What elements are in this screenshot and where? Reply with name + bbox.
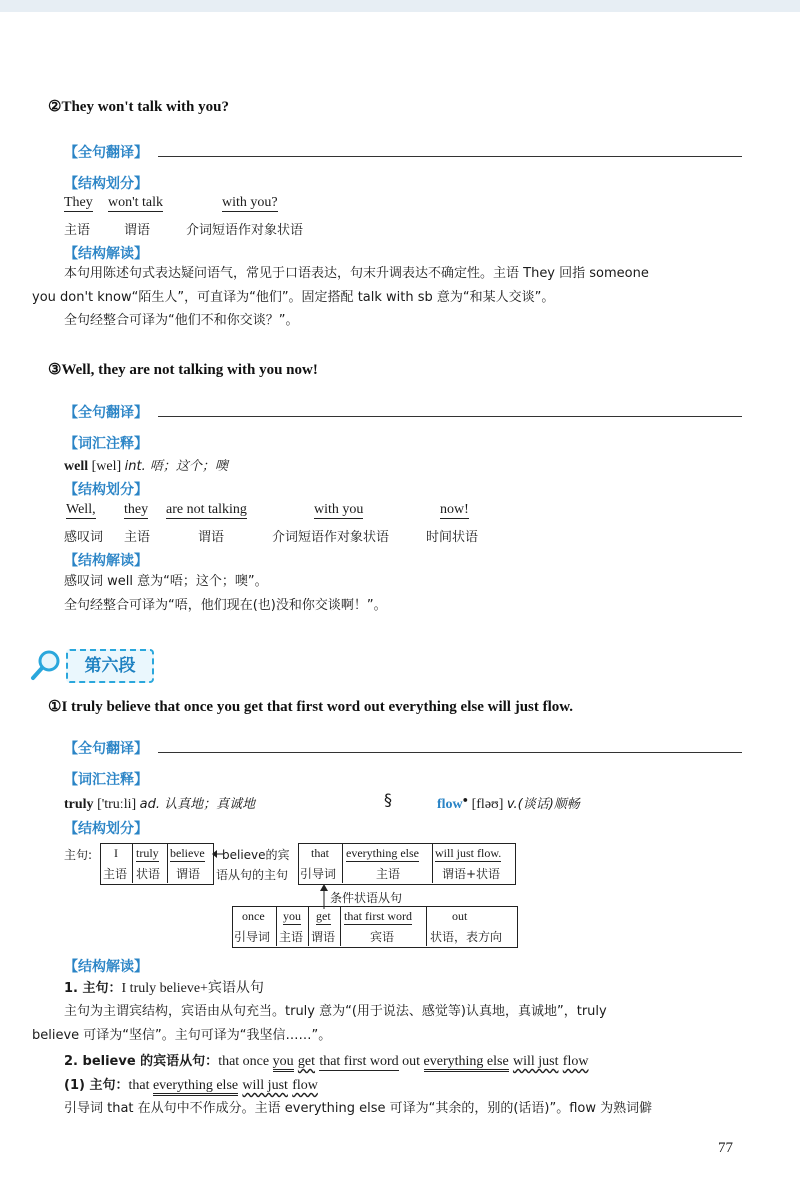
analysis-text: believe 可译为“坚信”。主句可译为“我坚信……”。: [32, 1028, 332, 1043]
main-clause-label: 主句:: [64, 848, 93, 862]
full-translation-label: 【全句翻译】: [64, 404, 148, 420]
divider: [167, 843, 168, 883]
structure-division-label: 【结构划分】: [64, 820, 148, 836]
divider: [132, 843, 133, 883]
div-role: 介词短语作对象状语: [186, 223, 304, 238]
diag-role: 主语: [279, 930, 304, 944]
badge-icon: ●: [462, 794, 469, 805]
divider: [342, 843, 343, 883]
div-word: with you: [314, 502, 364, 517]
div-role: 主语: [64, 223, 91, 238]
div-word: won't talk: [108, 195, 164, 210]
divider: [426, 906, 427, 946]
div-role: 时间状语: [426, 530, 479, 545]
div-word: they: [124, 502, 149, 517]
div-role: 谓语: [198, 530, 225, 545]
diag-word: I: [114, 846, 118, 860]
diag-word: will just flow.: [435, 846, 502, 860]
divider: [308, 906, 309, 946]
analysis-heading-1: 1. 主句：I truly believe+宾语从句: [64, 981, 264, 996]
diag-word: truly: [136, 846, 159, 860]
diag-role: 宾语: [370, 930, 395, 944]
analysis-text: 全句经整合可译为“唔，他们现在(也)没和你交谈啊！”。: [64, 598, 387, 613]
obj-label: believe的宾: [222, 848, 290, 862]
structure-analysis-label: 【结构解读】: [64, 245, 148, 261]
diag-role: 状语: [136, 867, 161, 881]
sentence-2: ②They won't talk with you?: [48, 99, 229, 115]
sentence-3: ③Well, they are not talking with you now!: [48, 362, 318, 378]
diag-role: 引导词: [234, 930, 271, 944]
diag-word: everything else: [346, 846, 419, 860]
analysis-text: 主句为主谓宾结构，宾语由从句充当。truly 意为“(用于说法、感觉等)认真地，真诚地”，truly: [64, 1004, 607, 1019]
analysis-heading-2: 2. believe 的宾语从句：that once you get that first word out everything else will just flow: [64, 1051, 588, 1072]
analysis-text: 引导词 that 在从句中不作成分。主语 everything else 可译为“其余的，别的(话语)”。flow 为熟词僻: [64, 1101, 653, 1116]
diag-role: 主语: [103, 867, 128, 881]
vocab-entry: well [wel] int. 唔；这个；噢: [64, 459, 228, 474]
div-role: 谓语: [124, 223, 151, 238]
div-word: are not talking: [166, 502, 247, 517]
diag-role: 谓语: [176, 867, 201, 881]
analysis-heading-3: (1) 主句：that everything else will just flow: [64, 1075, 318, 1096]
translation-line: [158, 416, 742, 417]
diag-role: 状语，表方向: [430, 930, 503, 944]
magnifier-icon: [30, 648, 64, 682]
diag-role: 主语: [376, 867, 401, 881]
div-word: They: [64, 195, 93, 210]
diag-word: believe: [170, 846, 205, 860]
div-role: 介词短语作对象状语: [272, 530, 390, 545]
divider: [276, 906, 277, 946]
div-role: 感叹词: [64, 530, 104, 545]
translation-line: [158, 752, 742, 753]
structure-analysis-label: 【结构解读】: [64, 958, 148, 974]
divider: [432, 843, 433, 883]
div-word: with you?: [222, 195, 278, 210]
div-role: 主语: [124, 530, 151, 545]
structure-analysis-label: 【结构解读】: [64, 552, 148, 568]
divider: [340, 906, 341, 946]
analysis-text: 本句用陈述句式表达疑问语气，常见于口语表达，句末升调表达不确定性。主语 They 回指 someone: [64, 266, 649, 281]
diag-word: you: [283, 909, 301, 923]
vocab-entry-truly: truly ['truːli] ad. 认真地；真诚地: [64, 797, 256, 812]
diag-role: 引导词: [300, 867, 337, 881]
cond-label: 条件状语从句: [330, 891, 403, 905]
vocab-label: 【词汇注释】: [64, 435, 148, 451]
diag-word: out: [452, 909, 468, 923]
analysis-text: you don't know“陌生人”，可直译为“他们”。固定搭配 talk with sb 意为“和某人交谈”。: [32, 290, 555, 305]
vocab-entry-flow: flow● [fləʊ] v.(谈话)顺畅: [437, 794, 580, 812]
diag-word: get: [316, 909, 331, 923]
diag-word: once: [242, 909, 265, 923]
analysis-text: 全句经整合可译为“他们不和你交谈？”。: [64, 313, 299, 328]
diag-role: 谓语: [311, 930, 336, 944]
diag-role: 谓语+状语: [442, 867, 501, 881]
page-number: 77: [718, 1140, 733, 1156]
full-translation-label: 【全句翻译】: [64, 144, 148, 160]
swap-icon: §: [384, 790, 392, 809]
diag-word: that: [311, 846, 329, 860]
sentence-p6-1: ①I truly believe that once you get that first word out everything else will just flow.: [48, 699, 574, 715]
structure-division-label: 【结构划分】: [64, 481, 148, 497]
obj-label: 语从句的主句: [216, 868, 289, 882]
div-word: Well,: [66, 502, 96, 517]
full-translation-label: 【全句翻译】: [64, 740, 148, 756]
div-word: now!: [440, 502, 469, 517]
section-title: 第六段: [66, 649, 154, 683]
analysis-text: 感叹词 well 意为“唔；这个；噢”。: [64, 574, 268, 589]
diag-word: that first word: [344, 909, 412, 923]
translation-line: [158, 156, 742, 157]
vocab-label: 【词汇注释】: [64, 771, 148, 787]
structure-division-label: 【结构划分】: [64, 175, 148, 191]
